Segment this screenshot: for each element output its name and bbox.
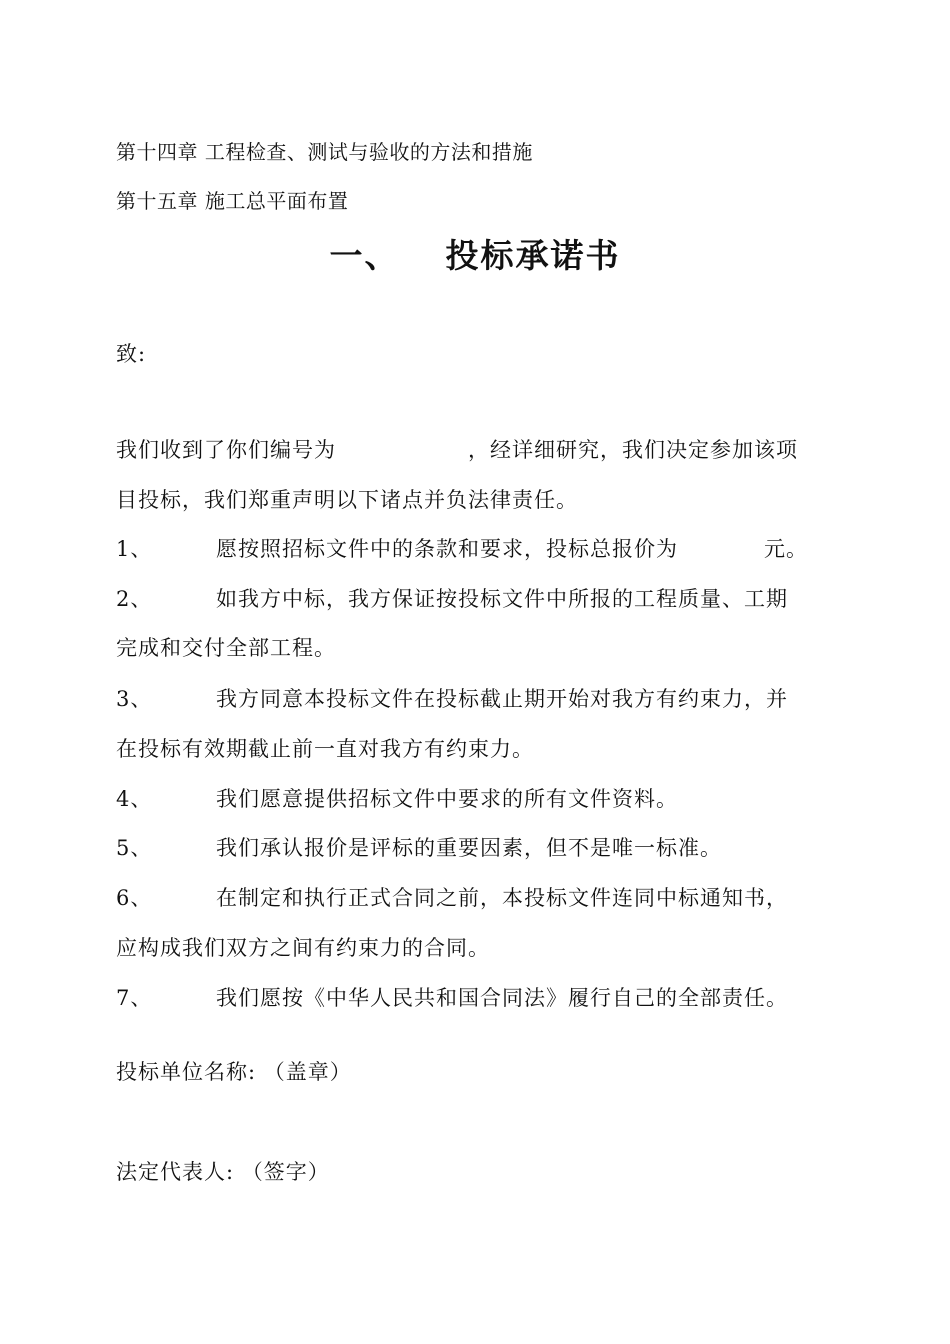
item-2-continued: 完成和交付全部工程。 (116, 636, 336, 660)
item-1 (116, 535, 808, 563)
item-number: 1、 (116, 537, 153, 561)
item-number: 7、 (116, 986, 153, 1010)
item-text: 在制定和执行正式合同之前，本投标文件连同中标通知书， (216, 886, 788, 910)
item-7 (116, 984, 788, 1012)
item-text: 我们承认报价是评标的重要因素，但不是唯一标准。 (216, 836, 722, 860)
item-3 (116, 685, 788, 713)
document-title (0, 230, 950, 277)
toc-chapter-14: 第十四章 工程检查、测试与验收的方法和措施 (116, 140, 533, 164)
intro-line-2: 目投标，我们郑重声明以下诸点并负法律责任。 (116, 488, 578, 512)
item-number: 3、 (116, 687, 153, 711)
item-4 (116, 785, 678, 813)
item-3-continued: 在投标有效期截止前一直对我方有约束力。 (116, 737, 534, 761)
toc-chapter-15: 第十五章 施工总平面布置 (116, 189, 349, 213)
signature-legal-representative: 法定代表人: （签字） (116, 1160, 330, 1184)
item-5 (116, 834, 722, 862)
title-number: 一、 (329, 236, 400, 275)
item-text: 如我方中标，我方保证按投标文件中所报的工程质量、工期 (216, 587, 788, 611)
item-tail: 元。 (764, 537, 808, 561)
item-2 (116, 585, 788, 613)
intro-line-1 (116, 436, 798, 464)
item-number: 2、 (116, 587, 153, 611)
salutation: 致: (116, 342, 147, 366)
intro-part-2: ，经详细研究，我们决定参加该项 (468, 438, 798, 462)
item-number: 4、 (116, 787, 153, 811)
item-number: 6、 (116, 886, 153, 910)
intro-part-1: 我们收到了你们编号为 (116, 438, 336, 462)
item-text: 我们愿意提供招标文件中要求的所有文件资料。 (216, 787, 678, 811)
signature-unit-name: 投标单位名称: （盖章） (116, 1060, 352, 1084)
title-text: 投标承诺书 (445, 236, 621, 275)
item-6-continued: 应构成我们双方之间有约束力的合同。 (116, 936, 490, 960)
item-text: 愿按照招标文件中的条款和要求，投标总报价为 (216, 537, 678, 561)
item-text: 我方同意本投标文件在投标截止期开始对我方有约束力，并 (216, 687, 788, 711)
item-text: 我们愿按《中华人民共和国合同法》履行自己的全部责任。 (216, 986, 788, 1010)
item-6 (116, 884, 788, 912)
item-number: 5、 (116, 836, 153, 860)
